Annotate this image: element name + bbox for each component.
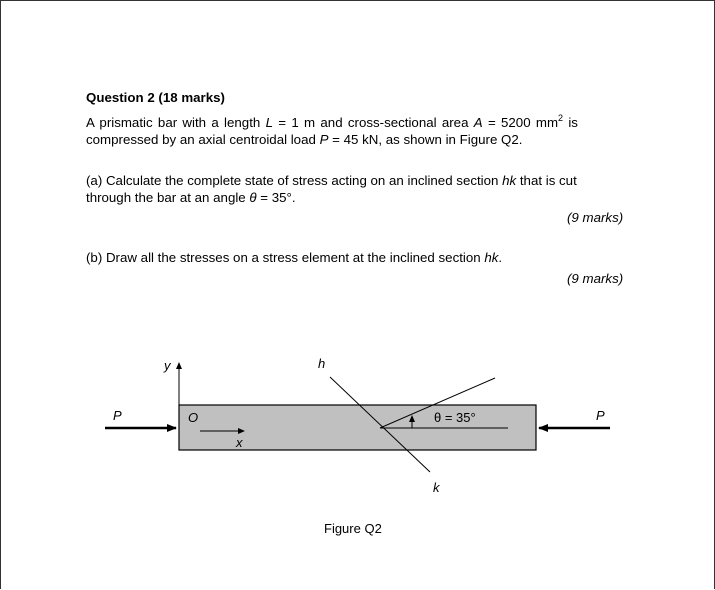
- label-y-axis: y: [164, 358, 171, 373]
- question-title: Question 2 (18 marks): [86, 90, 225, 105]
- label-x-axis: x: [236, 435, 243, 450]
- part-b-marks: (9 marks): [567, 271, 624, 286]
- var-hk: hk: [502, 173, 517, 188]
- superscript: 2: [558, 112, 564, 123]
- part-a-marks: (9 marks): [567, 210, 624, 225]
- intro-text: = 45 kN, as shown in Figure Q2.: [328, 132, 523, 147]
- intro-text: is: [563, 115, 578, 130]
- var-theta: θ: [249, 190, 257, 205]
- intro-text: = 5200 mm: [482, 115, 559, 130]
- intro-text: compressed by an axial centroidal load: [86, 132, 320, 147]
- var-L: L: [265, 115, 273, 130]
- part-a-text: (a) Calculate the complete state of stress acting on an inclined section: [86, 173, 503, 188]
- label-angle: θ = 35°: [434, 410, 476, 425]
- part-a-text: through the bar at an angle: [86, 190, 250, 205]
- label-P-right: P: [596, 408, 605, 423]
- var-hk: hk: [484, 250, 499, 265]
- label-k: k: [433, 480, 440, 495]
- part-b-text: .: [498, 250, 503, 265]
- figure-caption: Figure Q2: [324, 521, 382, 536]
- part-a-text: that is cut: [516, 173, 577, 188]
- label-P-left: P: [113, 408, 122, 423]
- intro-text: = 1 m and cross-sectional area: [273, 115, 474, 130]
- intro-text: A prismatic bar with a length: [86, 115, 266, 130]
- var-A: A: [473, 115, 483, 130]
- label-origin: O: [188, 410, 199, 425]
- var-P: P: [319, 132, 329, 147]
- label-h: h: [318, 356, 326, 371]
- part-b-text: (b) Draw all the stresses on a stress element at the inclined section: [86, 250, 485, 265]
- part-a-text: = 35°.: [256, 190, 296, 205]
